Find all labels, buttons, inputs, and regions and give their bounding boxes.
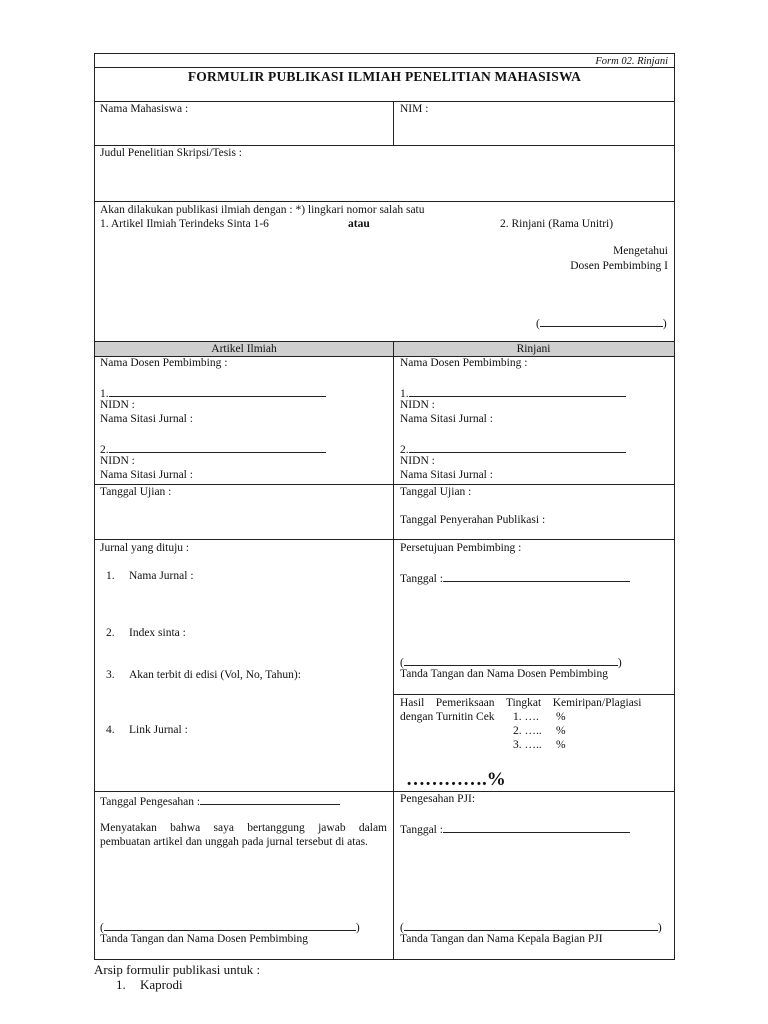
edisi-label: Akan terbit di edisi (Vol, No, Tahun): xyxy=(129,669,301,681)
publication-form xyxy=(94,53,675,960)
pji-sign-label: Tanda Tangan dan Nama Kepala Bagian PJI xyxy=(400,933,603,945)
right-num2: 2. xyxy=(400,444,409,456)
supervisor-signature-line[interactable]: ( ) xyxy=(536,315,667,331)
right-dosen2-field[interactable] xyxy=(409,441,626,453)
or-label: atau xyxy=(348,218,370,230)
index-sinta-label: Index sinta : xyxy=(129,627,186,639)
right-tanggal-ujian: Tanggal Ujian : xyxy=(400,486,472,498)
left-tanggal-ujian: Tanggal Ujian : xyxy=(100,486,172,498)
arsip-item-kaprodi: Kaprodi xyxy=(140,977,183,992)
right-tanggal-label: Tanggal : xyxy=(400,573,443,585)
persetujuan-label: Persetujuan Pembimbing : xyxy=(400,542,522,554)
total-similarity: ………….% xyxy=(406,769,506,790)
option-artikel: 1. Artikel Ilmiah Terindeks Sinta 1-6 xyxy=(100,218,269,230)
divider xyxy=(95,201,674,202)
right-tanggal-penyerahan: Tanggal Penyerahan Publikasi : xyxy=(400,514,546,526)
right-sitasi2: Nama Sitasi Jurnal : xyxy=(400,469,493,481)
arsip-item-num: 1. xyxy=(116,977,126,992)
divider xyxy=(95,484,674,485)
right-nidn2: NIDN : xyxy=(400,455,435,467)
left-sitasi2: Nama Sitasi Jurnal : xyxy=(100,469,193,481)
right-dosen-label: Nama Dosen Pembimbing : xyxy=(400,357,528,369)
arsip-label: Arsip formulir publikasi untuk : xyxy=(94,962,261,977)
option-rinjani: 2. Rinjani (Rama Unitri) xyxy=(500,218,614,230)
cek-1-pct: % xyxy=(556,711,566,723)
form-title: FORMULIR PUBLIKASI ILMIAH PENELITIAN MAHASISWA xyxy=(187,69,582,84)
hasil-line1: Hasil Pemeriksaan Tingkat Kemiripan/Plagiasi xyxy=(400,697,642,709)
persetujuan-sign-label: Tanda Tangan dan Nama Dosen Pembimbing xyxy=(400,668,609,680)
pji-date-field[interactable] xyxy=(443,821,630,833)
column-divider xyxy=(393,341,394,959)
cek-3-pct: % xyxy=(556,739,566,751)
pji-signature-line[interactable]: ( ) xyxy=(400,919,662,935)
right-nidn1: NIDN : xyxy=(400,399,435,411)
divider xyxy=(95,67,674,68)
tanggal-pengesahan-label: Tanggal Pengesahan : xyxy=(100,796,201,808)
hasil-line2: dengan Turnitin Cek xyxy=(400,711,495,723)
jurnal-item-num: 2. xyxy=(106,627,115,639)
cek-2-pct: % xyxy=(556,725,566,737)
cek-3-num: 3. ….. xyxy=(513,739,542,751)
right-num1: 1. xyxy=(400,388,409,400)
col-header-rinjani: Rinjani xyxy=(516,343,551,355)
nim-label: NIM : xyxy=(400,103,429,115)
right-tanggal2-label: Tanggal : xyxy=(400,824,443,836)
divider xyxy=(95,145,674,146)
left-sitasi1: Nama Sitasi Jurnal : xyxy=(100,413,193,425)
publication-intro: Akan dilakukan publikasi ilmiah dengan : *) lingkari nomor salah satu xyxy=(100,204,425,216)
left-sign-label: Tanda Tangan dan Nama Dosen Pembimbing xyxy=(100,933,309,945)
persetujuan-signature-line[interactable]: ( ) xyxy=(400,654,622,670)
right-dosen1-field[interactable] xyxy=(409,385,626,397)
col-header-artikel: Artikel Ilmiah xyxy=(211,343,277,355)
right-sitasi1: Nama Sitasi Jurnal : xyxy=(400,413,493,425)
left-dosen1-field[interactable] xyxy=(109,385,326,397)
left-dosen-label: Nama Dosen Pembimbing : xyxy=(100,357,228,369)
jurnal-item-num: 3. xyxy=(106,669,115,681)
thesis-title-label: Judul Penelitian Skripsi/Tesis : xyxy=(100,147,242,159)
left-num2: 2. xyxy=(100,444,109,456)
pengesahan-pji-label: Pengesahan PJI: xyxy=(400,793,476,805)
jurnal-dituju-label: Jurnal yang dituju : xyxy=(100,542,190,554)
ack-label: Mengetahui xyxy=(613,245,668,257)
statement-text: Menyatakan bahwa saya bertanggung jawab dalam pembuatan artikel dan unggah pada jurnal tersebut di atas. xyxy=(100,822,387,848)
persetujuan-date-field[interactable] xyxy=(443,570,630,582)
cek-2-num: 2. ….. xyxy=(513,725,542,737)
jurnal-item-num: 1. xyxy=(106,570,115,582)
left-nidn2: NIDN : xyxy=(100,455,135,467)
divider xyxy=(95,539,674,540)
divider xyxy=(393,101,394,145)
divider xyxy=(393,694,674,695)
divider xyxy=(95,791,674,792)
student-name-label: Nama Mahasiswa : xyxy=(100,103,189,115)
link-jurnal-label: Link Jurnal : xyxy=(129,724,188,736)
divider xyxy=(95,101,674,102)
nama-jurnal-label: Nama Jurnal : xyxy=(129,570,194,582)
form-code: Form 02. Rinjani xyxy=(595,56,668,67)
tanggal-pengesahan-field[interactable] xyxy=(200,793,340,805)
supervisor-label: Dosen Pembimbing I xyxy=(570,260,668,272)
cek-1-num: 1. …. xyxy=(513,711,539,723)
left-signature-line[interactable]: ( ) xyxy=(100,919,360,935)
left-dosen2-field[interactable] xyxy=(109,441,326,453)
jurnal-item-num: 4. xyxy=(106,724,115,736)
left-num1: 1. xyxy=(100,388,109,400)
left-nidn1: NIDN : xyxy=(100,399,135,411)
